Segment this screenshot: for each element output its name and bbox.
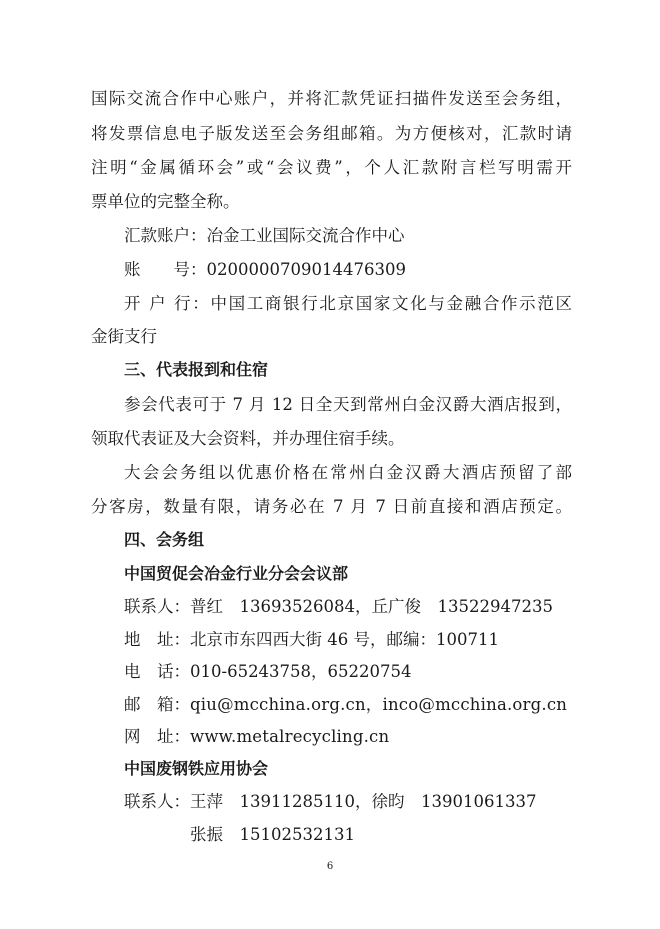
org-1-phone-label: 电 话：: [124, 662, 190, 681]
org-1-contact-row: [124, 596, 553, 618]
bank-row: [124, 293, 572, 315]
org-1-website-row: [124, 726, 389, 748]
section-3-heading: 三、代表报到和住宿: [124, 360, 269, 379]
org-1-website[interactable]: www.metalrecycling.cn: [190, 727, 390, 746]
section-3-para-1-line-2: 领取代表证及大会资料，并办理住宿手续。: [91, 429, 405, 448]
org-1-address-row: [124, 629, 499, 651]
account-name: 汇款账户：冶金工业国际交流合作中心: [124, 226, 405, 245]
org-1-email[interactable]: qiu@mcchina.org.cn，inco@mcchina.org.cn: [190, 695, 568, 714]
org-2-name: 中国废钢铁应用协会: [124, 759, 269, 778]
bank-label: 开 户 行：: [124, 294, 211, 313]
account-number-label: 账 号：: [124, 260, 207, 279]
section-4-heading: 四、会务组: [124, 530, 205, 549]
bank-line-2: 金街支行: [91, 327, 157, 346]
org-2-contact-row: [124, 791, 536, 813]
bank-line-1: 中国工商银行北京国家文化与金融合作示范区: [210, 294, 572, 313]
org-1-phone: 010-65243758，65220754: [190, 662, 412, 681]
org-1-address: 北京市东四西大街 46 号，邮编：100711: [190, 630, 499, 649]
org-1-name: 中国贸促会冶金行业分会会议部: [124, 564, 349, 583]
org-1-contact-label: 联系人：: [124, 597, 190, 616]
org-1-email-label: 邮 箱：: [124, 695, 190, 714]
page-number: 6: [326, 861, 334, 872]
body-line-3: 注明“金属循环会”或“会议费”，个人汇款附言栏写明需开: [91, 158, 572, 177]
account-number: 0200000709014476309: [206, 260, 406, 279]
body-line-2: 将发票信息电子版发送至会务组邮箱。为方便核对，汇款时请: [91, 124, 572, 143]
org-1-contact: 普红 13693526084，丘广俊 13522947235: [190, 597, 553, 616]
org-1-website-label: 网 址：: [124, 727, 190, 746]
section-3-para-1-line-1: 参会代表可于 7 月 12 日全天到常州白金汉爵大酒店报到，: [124, 395, 572, 414]
org-1-email-row: [124, 694, 567, 716]
account-number-row: [124, 259, 406, 281]
body-line-4: 票单位的完整全称。: [91, 192, 240, 211]
body-line-1: 国际交流合作中心账户，并将汇款凭证扫描件发送至会务组，: [91, 89, 572, 108]
org-1-address-label: 地 址：: [124, 630, 190, 649]
section-3-para-2-line-1: 大会会务组以优惠价格在常州白金汉爵大酒店预留了部: [124, 463, 572, 482]
org-2-contact-2: 张振 15102532131: [190, 825, 355, 844]
org-1-phone-row: [124, 661, 412, 683]
org-2-contact-label: 联系人：: [124, 792, 190, 811]
org-2-contact-1: 王萍 13911285110，徐昀 13901061337: [190, 792, 537, 811]
section-3-para-2-line-2: 分客房，数量有限，请务必在 7 月 7 日前直接和酒店预定。: [91, 497, 572, 516]
